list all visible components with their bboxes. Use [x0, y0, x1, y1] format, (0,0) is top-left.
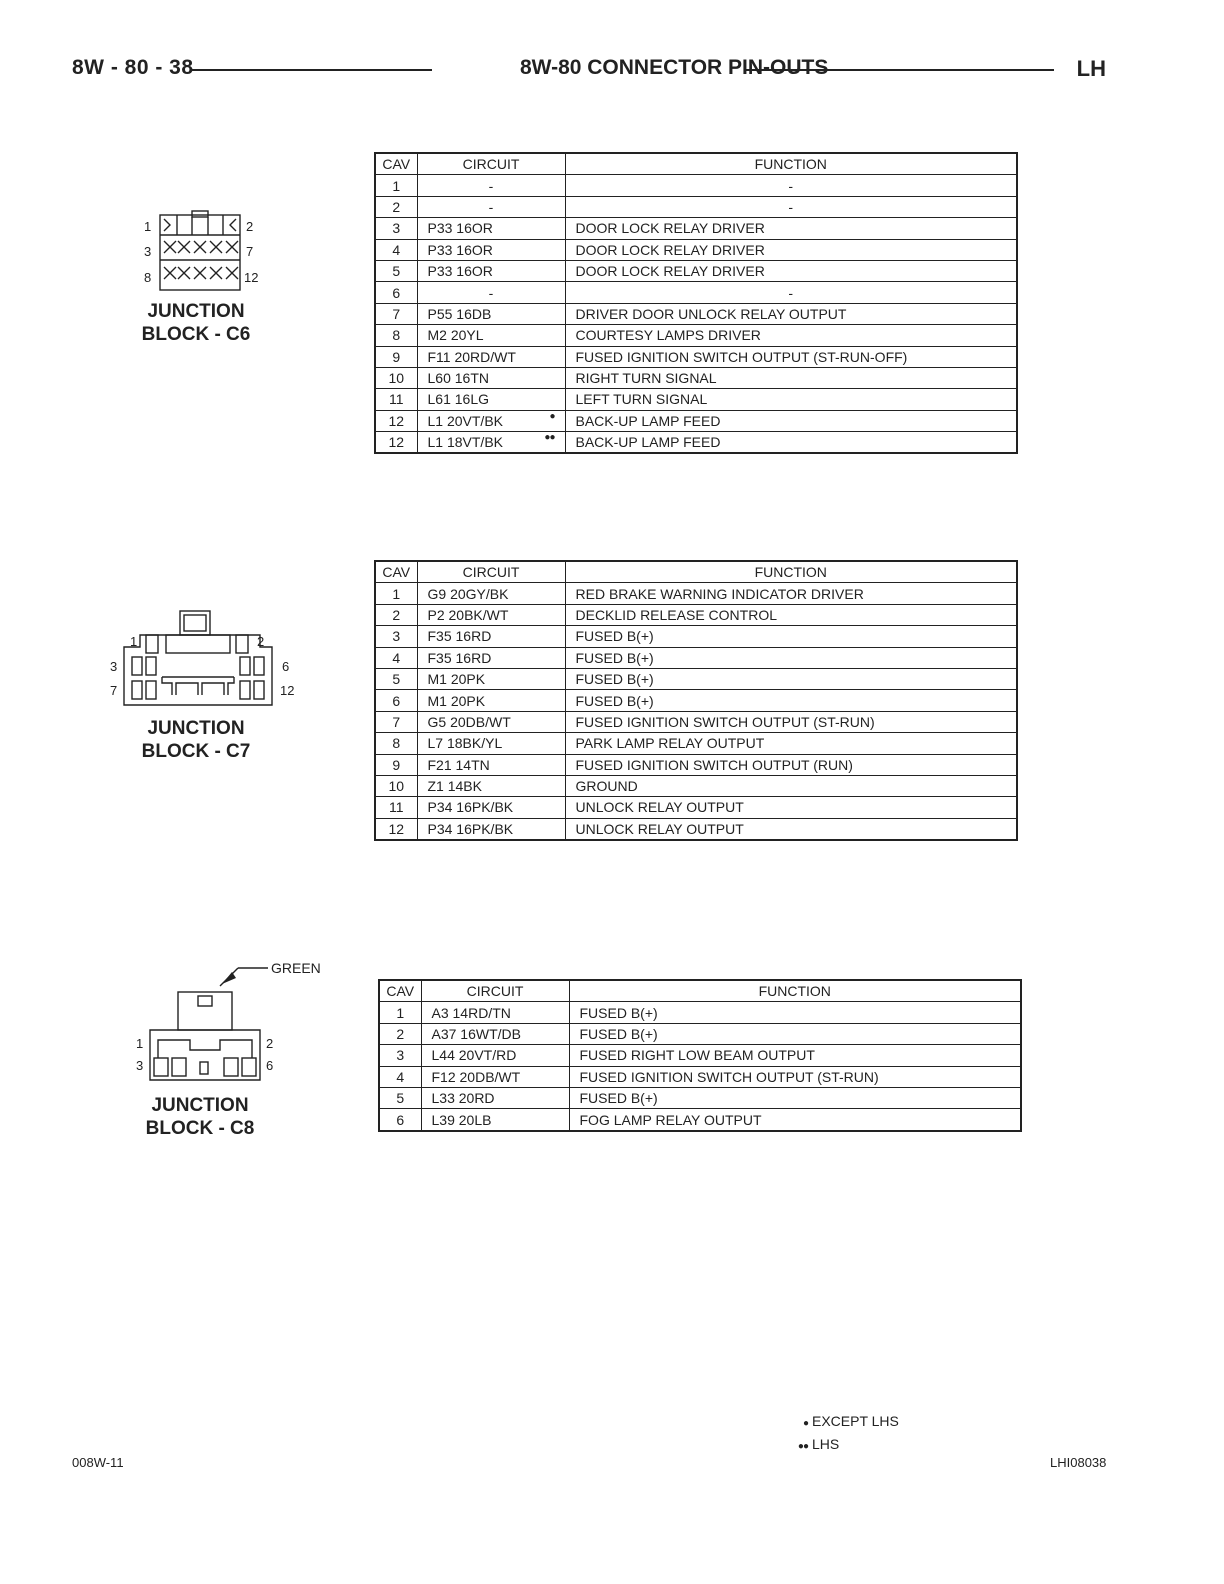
- c7-pin-3: 3: [110, 659, 118, 674]
- footer-right-code: LHI08038: [1050, 1455, 1107, 1470]
- function-cell-text: COURTESY LAMPS DRIVER: [575, 327, 761, 344]
- table-row: [375, 196, 1017, 217]
- cav-cell-text: 2: [392, 198, 401, 215]
- circuit-cell-text: L44 20VT/RD: [431, 1047, 517, 1064]
- circuit-cell-text: P34 16PK/BK: [427, 820, 514, 837]
- c7-pin-12: 12: [280, 683, 295, 698]
- table-row: [375, 218, 1017, 239]
- table-row: [375, 690, 1017, 711]
- cav-cell: [379, 1066, 421, 1087]
- cav-cell: [375, 239, 417, 260]
- cav-cell: [375, 367, 417, 388]
- circuit-cell: [417, 604, 565, 625]
- connector-c7-diagram: [118, 605, 278, 715]
- function-cell-text: LEFT TURN SIGNAL: [575, 391, 708, 408]
- cav-cell-text: 3: [392, 220, 401, 237]
- c8-pin-3: 3: [136, 1058, 144, 1073]
- circuit-cell-text: P33 16OR: [427, 241, 493, 258]
- function-cell: [565, 218, 1017, 239]
- cav-cell: [375, 754, 417, 775]
- function-cell: [565, 668, 1017, 689]
- function-cell: [565, 711, 1017, 732]
- circuit-cell: [417, 775, 565, 796]
- cav-cell-text: 4: [392, 649, 401, 666]
- circuit-cell-text: L33 20RD: [431, 1090, 495, 1107]
- function-cell-text: FUSED B(+): [575, 692, 654, 709]
- circuit-cell: [417, 367, 565, 388]
- cav-cell: [375, 282, 417, 303]
- circuit-cell: [417, 389, 565, 410]
- cav-cell: [375, 303, 417, 324]
- legend-text: EXCEPT LHS: [812, 1413, 899, 1429]
- circuit-cell: [421, 1066, 569, 1087]
- page-header: [72, 56, 1106, 86]
- connector-c8-table: [378, 979, 1022, 1132]
- circuit-cell: [417, 218, 565, 239]
- cav-cell-text: 8: [392, 735, 401, 752]
- cav-cell: [375, 325, 417, 346]
- cav-cell: [375, 668, 417, 689]
- circuit-cell: [421, 1045, 569, 1066]
- function-cell-text: FOG LAMP RELAY OUTPUT: [579, 1111, 762, 1128]
- c7-label-line2: BLOCK - C7: [141, 741, 251, 762]
- c6-pin-2: 2: [246, 219, 254, 234]
- legend: [792, 1411, 899, 1457]
- circuit-cell-text: P2 20BK/WT: [427, 606, 509, 623]
- function-cell: [565, 690, 1017, 711]
- cav-cell-text: 9: [392, 756, 401, 773]
- function-cell: [565, 432, 1017, 454]
- cav-cell: [375, 626, 417, 647]
- c8-pin-1: 1: [136, 1036, 144, 1051]
- table-row: [379, 1023, 1021, 1044]
- cav-cell-text: 11: [388, 391, 404, 408]
- function-cell-text: FUSED B(+): [579, 1090, 658, 1107]
- function-cell: [565, 196, 1017, 217]
- function-cell: [565, 647, 1017, 668]
- cav-cell-text: 2: [396, 1025, 405, 1042]
- legend-item-lhs: [792, 1434, 899, 1457]
- table-row: [375, 754, 1017, 775]
- table-header-row: [375, 561, 1017, 583]
- cav-cell-text: 1: [392, 585, 401, 602]
- function-cell: [565, 754, 1017, 775]
- cav-cell-text: 3: [392, 628, 401, 645]
- c6-label-line2: BLOCK - C6: [141, 324, 251, 345]
- circuit-cell: [417, 346, 565, 367]
- circuit-cell: [417, 583, 565, 604]
- table-row: [379, 1002, 1021, 1023]
- circuit-cell: [417, 432, 565, 454]
- function-cell: [565, 583, 1017, 604]
- function-cell-text: GROUND: [575, 778, 638, 795]
- circuit-cell-text: P33 16OR: [427, 263, 493, 280]
- circuit-cell-text: -: [488, 177, 494, 194]
- col-function-header: FUNCTION: [569, 980, 1021, 1002]
- circuit-cell-text: Z1 14BK: [427, 778, 482, 795]
- cav-cell-text: 8: [392, 327, 401, 344]
- function-cell-text: FUSED B(+): [575, 649, 654, 666]
- function-cell-text: FUSED B(+): [579, 1025, 658, 1042]
- connector-c6-table: [374, 152, 1018, 454]
- function-cell: [565, 626, 1017, 647]
- legend-symbol: ●: [802, 1418, 808, 1429]
- function-cell: [565, 410, 1017, 431]
- function-cell-text: FUSED B(+): [579, 1004, 658, 1021]
- circuit-cell: [421, 1087, 569, 1108]
- table-row: [375, 303, 1017, 324]
- function-cell: [569, 1023, 1021, 1044]
- function-cell: [565, 260, 1017, 281]
- circuit-cell: [417, 325, 565, 346]
- c6-pin-1: 1: [144, 219, 152, 234]
- table-row: [379, 1066, 1021, 1087]
- cav-cell: [379, 1002, 421, 1023]
- function-cell-text: -: [788, 198, 794, 215]
- legend-symbol: ●●: [797, 1441, 808, 1452]
- circuit-cell: [417, 260, 565, 281]
- function-cell: [565, 604, 1017, 625]
- circuit-cell: [417, 196, 565, 217]
- table-row: [375, 389, 1017, 410]
- cav-cell: [375, 196, 417, 217]
- circuit-cell: [417, 668, 565, 689]
- c6-pin-3: 3: [144, 244, 152, 259]
- cav-cell-text: 12: [388, 434, 405, 451]
- table-row: [379, 1109, 1021, 1131]
- col-cav-header: CAV: [375, 561, 417, 583]
- function-cell-text: RIGHT TURN SIGNAL: [575, 370, 717, 387]
- cav-cell-text: 7: [392, 713, 401, 730]
- circuit-cell: [417, 239, 565, 260]
- function-cell: [565, 797, 1017, 818]
- cav-cell-text: 1: [396, 1004, 405, 1021]
- c6-pin-8: 8: [144, 270, 152, 285]
- cav-cell: [375, 410, 417, 431]
- table-row: [375, 604, 1017, 625]
- page-number: 8W - 80 - 38: [72, 56, 194, 79]
- cav-cell-text: 10: [388, 370, 405, 387]
- c6-pin-12: 12: [244, 270, 259, 285]
- c8-label-line1: JUNCTION: [151, 1095, 249, 1116]
- function-cell: [565, 239, 1017, 260]
- function-cell: [565, 733, 1017, 754]
- col-function-header: FUNCTION: [565, 561, 1017, 583]
- function-cell-text: FUSED B(+): [575, 628, 654, 645]
- function-cell-text: FUSED B(+): [575, 671, 654, 688]
- cav-cell-text: 3: [396, 1047, 405, 1064]
- circuit-cell: [417, 626, 565, 647]
- cav-cell: [375, 818, 417, 840]
- connector-c7-label: [136, 717, 256, 763]
- circuit-cell: [417, 282, 565, 303]
- circuit-cell-text: G9 20GY/BK: [427, 585, 509, 602]
- cav-cell: [375, 604, 417, 625]
- function-cell-text: BACK-UP LAMP FEED: [575, 412, 721, 429]
- c8-pin-6: 6: [266, 1058, 274, 1073]
- cav-cell-text: 12: [388, 412, 405, 429]
- col-circuit-header: CIRCUIT: [417, 561, 565, 583]
- c6-label-line1: JUNCTION: [147, 301, 245, 322]
- function-cell-text: DOOR LOCK RELAY DRIVER: [575, 263, 765, 280]
- circuit-cell-text: F11 20RD/WT: [427, 348, 516, 365]
- table-row: [375, 733, 1017, 754]
- circuit-cell-text: M1 20PK: [427, 692, 486, 709]
- function-cell: [565, 775, 1017, 796]
- function-cell-text: UNLOCK RELAY OUTPUT: [575, 799, 744, 816]
- cav-cell: [375, 218, 417, 239]
- cav-cell: [379, 1045, 421, 1066]
- circuit-cell: [417, 410, 565, 431]
- function-cell: [565, 346, 1017, 367]
- cav-cell-text: 5: [392, 263, 401, 280]
- circuit-cell-text: L7 18BK/YL: [427, 735, 503, 752]
- cav-cell-text: 5: [396, 1090, 405, 1107]
- function-cell-text: FUSED RIGHT LOW BEAM OUTPUT: [579, 1047, 815, 1064]
- cav-cell: [375, 711, 417, 732]
- cav-cell: [375, 647, 417, 668]
- cav-cell: [375, 389, 417, 410]
- circuit-cell: [421, 1109, 569, 1131]
- connector-color-callout: GREEN: [271, 960, 321, 976]
- function-cell-text: UNLOCK RELAY OUTPUT: [575, 820, 744, 837]
- circuit-cell-text: L1 18VT/BK: [427, 434, 503, 451]
- circuit-cell-text: -: [488, 198, 494, 215]
- table-row: [375, 410, 1017, 431]
- function-cell: [565, 282, 1017, 303]
- table-row: [375, 668, 1017, 689]
- circuit-cell-text: A37 16WT/DB: [431, 1025, 521, 1042]
- function-cell: [569, 1109, 1021, 1131]
- function-cell-text: -: [788, 177, 794, 194]
- circuit-cell: [417, 733, 565, 754]
- cav-cell: [375, 346, 417, 367]
- legend-text: LHS: [812, 1436, 840, 1452]
- function-cell-text: FUSED IGNITION SWITCH OUTPUT (ST-RUN-OFF): [575, 348, 908, 365]
- table-header-row: [375, 153, 1017, 175]
- circuit-cell: [417, 711, 565, 732]
- col-circuit-header: CIRCUIT: [421, 980, 569, 1002]
- table-row: [375, 346, 1017, 367]
- cav-cell-text: 11: [388, 799, 404, 816]
- circuit-cell-text: L61 16LG: [427, 391, 489, 408]
- function-cell-text: DOOR LOCK RELAY DRIVER: [575, 220, 765, 237]
- cav-cell: [375, 733, 417, 754]
- variant-marker: ●: [549, 410, 555, 422]
- cav-cell-text: 6: [392, 284, 401, 301]
- circuit-cell: [417, 303, 565, 324]
- function-cell: [565, 303, 1017, 324]
- legend-item-except-lhs: [792, 1411, 899, 1434]
- c7-label-line1: JUNCTION: [147, 718, 245, 739]
- cav-cell: [375, 775, 417, 796]
- circuit-cell: [417, 754, 565, 775]
- c7-pin-6: 6: [282, 659, 290, 674]
- circuit-cell: [417, 818, 565, 840]
- table-row: [375, 711, 1017, 732]
- function-cell: [569, 1087, 1021, 1108]
- cav-cell: [375, 260, 417, 281]
- function-cell: [569, 1066, 1021, 1087]
- circuit-cell: [417, 690, 565, 711]
- c8-label-line2: BLOCK - C8: [145, 1118, 255, 1139]
- cav-cell-text: 5: [392, 671, 401, 688]
- circuit-cell: [417, 647, 565, 668]
- cav-cell-text: 4: [396, 1068, 405, 1085]
- table-header-row: [379, 980, 1021, 1002]
- function-cell-text: FUSED IGNITION SWITCH OUTPUT (ST-RUN): [575, 713, 875, 730]
- cav-cell: [375, 432, 417, 454]
- function-cell: [565, 175, 1017, 196]
- function-cell-text: FUSED IGNITION SWITCH OUTPUT (ST-RUN): [579, 1068, 879, 1085]
- cav-cell: [379, 1023, 421, 1044]
- circuit-cell-text: A3 14RD/TN: [431, 1004, 511, 1021]
- circuit-cell-text: M2 20YL: [427, 327, 484, 344]
- circuit-cell-text: P34 16PK/BK: [427, 799, 514, 816]
- cav-cell-text: 10: [388, 778, 405, 795]
- c7-pin-7: 7: [110, 683, 118, 698]
- circuit-cell-text: L60 16TN: [427, 370, 489, 387]
- circuit-cell-text: F21 14TN: [427, 756, 490, 773]
- circuit-cell-text: -: [488, 284, 494, 301]
- function-cell: [565, 325, 1017, 346]
- c8-pin-2: 2: [266, 1036, 274, 1051]
- table-row: [375, 818, 1017, 840]
- footer-left-code: 008W-11: [72, 1455, 124, 1470]
- table-row: [375, 432, 1017, 454]
- cav-cell: [379, 1109, 421, 1131]
- function-cell-text: -: [788, 284, 794, 301]
- cav-cell-text: 6: [392, 692, 401, 709]
- circuit-cell-text: L39 20LB: [431, 1111, 492, 1128]
- function-cell: [569, 1002, 1021, 1023]
- circuit-cell-text: P55 16DB: [427, 305, 492, 322]
- circuit-cell: [417, 175, 565, 196]
- c7-pin-1: 1: [130, 634, 138, 649]
- cav-cell: [375, 583, 417, 604]
- table-row: [375, 260, 1017, 281]
- table-row: [375, 367, 1017, 388]
- function-cell-text: RED BRAKE WARNING INDICATOR DRIVER: [575, 585, 864, 602]
- function-cell-text: BACK-UP LAMP FEED: [575, 434, 721, 451]
- circuit-cell-text: P33 16OR: [427, 220, 493, 237]
- cav-cell-text: 7: [392, 305, 401, 322]
- function-cell: [565, 367, 1017, 388]
- cav-cell-text: 4: [392, 241, 401, 258]
- function-cell: [565, 389, 1017, 410]
- connector-c6-label: [136, 300, 256, 346]
- table-row: [375, 175, 1017, 196]
- col-circuit-header: CIRCUIT: [417, 153, 565, 175]
- table-row: [375, 647, 1017, 668]
- table-row: [375, 797, 1017, 818]
- variant-marker: ●●: [544, 432, 555, 444]
- function-cell: [569, 1045, 1021, 1066]
- cav-cell: [375, 690, 417, 711]
- page-title: 8W-80 CONNECTOR PIN-OUTS: [520, 56, 829, 79]
- col-cav-header: CAV: [375, 153, 417, 175]
- circuit-cell-text: F12 20DB/WT: [431, 1068, 521, 1085]
- circuit-cell: [417, 797, 565, 818]
- connector-c6-diagram: [150, 205, 250, 295]
- function-cell-text: PARK LAMP RELAY OUTPUT: [575, 735, 765, 752]
- table-row: [375, 775, 1017, 796]
- cav-cell: [379, 1087, 421, 1108]
- circuit-cell: [421, 1023, 569, 1044]
- circuit-cell-text: L1 20VT/BK: [427, 412, 503, 429]
- cav-cell-text: 12: [388, 820, 405, 837]
- connector-c7-table: [374, 560, 1018, 841]
- col-function-header: FUNCTION: [565, 153, 1017, 175]
- header-rule-left: [192, 69, 432, 71]
- table-row: [375, 626, 1017, 647]
- circuit-cell-text: F35 16RD: [427, 628, 492, 645]
- function-cell: [565, 818, 1017, 840]
- circuit-cell: [421, 1002, 569, 1023]
- function-cell-text: DRIVER DOOR UNLOCK RELAY OUTPUT: [575, 305, 847, 322]
- circuit-cell-text: M1 20PK: [427, 671, 486, 688]
- c6-pin-7: 7: [246, 244, 254, 259]
- table-row: [379, 1045, 1021, 1066]
- c7-pin-2: 2: [257, 634, 265, 649]
- header-rule-right: [744, 69, 1054, 71]
- table-row: [375, 239, 1017, 260]
- cav-cell-text: 1: [392, 177, 401, 194]
- table-row: [379, 1087, 1021, 1108]
- cav-cell-text: 2: [392, 606, 401, 623]
- cav-cell: [375, 797, 417, 818]
- cav-cell-text: 6: [396, 1111, 405, 1128]
- circuit-cell-text: F35 16RD: [427, 649, 492, 666]
- cav-cell-text: 9: [392, 348, 401, 365]
- section-code: LH: [1076, 56, 1106, 81]
- function-cell-text: FUSED IGNITION SWITCH OUTPUT (RUN): [575, 756, 853, 773]
- function-cell-text: DECKLID RELEASE CONTROL: [575, 606, 777, 623]
- connector-c8-label: [140, 1094, 260, 1140]
- circuit-cell-text: G5 20DB/WT: [427, 713, 511, 730]
- function-cell-text: DOOR LOCK RELAY DRIVER: [575, 241, 765, 258]
- connector-c8-diagram: [140, 958, 270, 1088]
- col-cav-header: CAV: [379, 980, 421, 1002]
- cav-cell: [375, 175, 417, 196]
- table-row: [375, 583, 1017, 604]
- table-row: [375, 325, 1017, 346]
- table-row: [375, 282, 1017, 303]
